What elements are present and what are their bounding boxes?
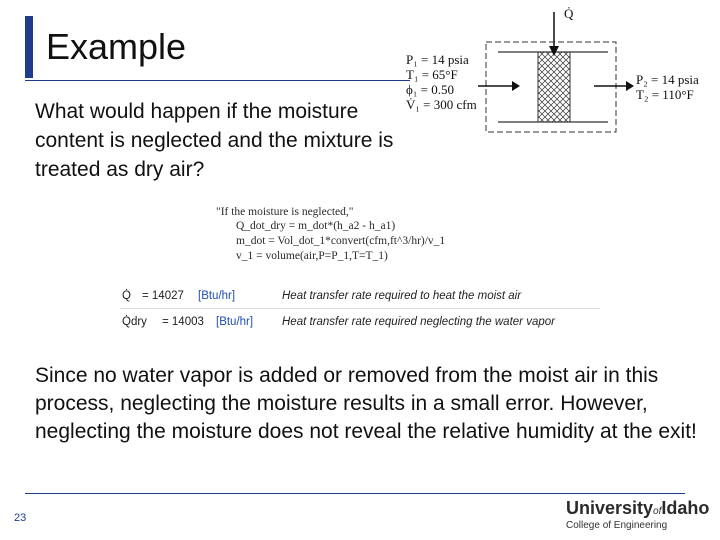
slide-title: Example — [46, 26, 187, 67]
inlet-volume-flow: V̇₁ = 300 cfm — [406, 97, 477, 112]
ees-row-divider — [120, 308, 600, 309]
question-text: What would happen if the moisture content is neglected and the mixture is treated as dry air? — [35, 100, 394, 181]
ees-result-name: Q̇dry — [122, 316, 147, 328]
ees-result-value: = 14003 — [162, 316, 204, 328]
outlet-pressure: P₂ = 14 psia — [636, 72, 699, 87]
inlet-relative-humidity: ϕ₁ = 0.50 — [406, 82, 454, 97]
title-accent-bar — [25, 16, 33, 78]
title-divider — [25, 80, 410, 81]
ees-result-value: = 14027 — [142, 290, 184, 302]
outlet-temperature: T₂ = 110°F — [636, 87, 694, 102]
logo-college: College of Engineering — [566, 520, 668, 531]
heat-input-label: Q̇ — [564, 6, 574, 21]
inlet-pressure: P₁ = 14 psia — [406, 52, 469, 67]
conclusion-text: Since no water vapor is added or removed from the moist air in this process, neglecting the moisture results in a small error. However, neglecting the moisture does not reveal the relative humidity at the exit! — [35, 364, 697, 443]
ees-result-description: Heat transfer rate required neglecting the water vapor — [282, 316, 555, 328]
heating-coil — [538, 52, 570, 122]
logo-idaho: Idaho — [661, 498, 710, 518]
outlet-arrow-head — [626, 81, 634, 91]
logo-wordmark — [566, 498, 709, 519]
inlet-temperature: T₁ = 65°F — [406, 67, 458, 82]
ees-code-line: m_dot = Vol_dot_1*convert(cfm,ft^3/hr)/v_1 — [236, 235, 446, 247]
ees-solution-image — [110, 200, 610, 335]
ees-result-unit: [Btu/hr] — [198, 290, 236, 302]
logo-university: University — [566, 498, 654, 518]
ees-result-name: Q̇ — [122, 290, 131, 302]
university-logo — [566, 498, 716, 536]
heating-schematic — [398, 0, 720, 140]
ees-code-line: "If the moisture is neglected," — [216, 206, 354, 218]
inlet-arrow-head — [512, 81, 520, 91]
ees-code-line: Q_dot_dry = m_dot*(h_a2 - h_a1) — [236, 220, 396, 232]
ees-code-line: v_1 = volume(air,P=P_1,T=T_1) — [236, 250, 388, 262]
logo-of: of — [653, 506, 662, 517]
ees-result-unit: [Btu/hr] — [216, 316, 254, 328]
page-number: 23 — [14, 512, 27, 524]
ees-result-description: Heat transfer rate required to heat the moist air — [282, 290, 522, 302]
footer-divider — [25, 493, 685, 494]
